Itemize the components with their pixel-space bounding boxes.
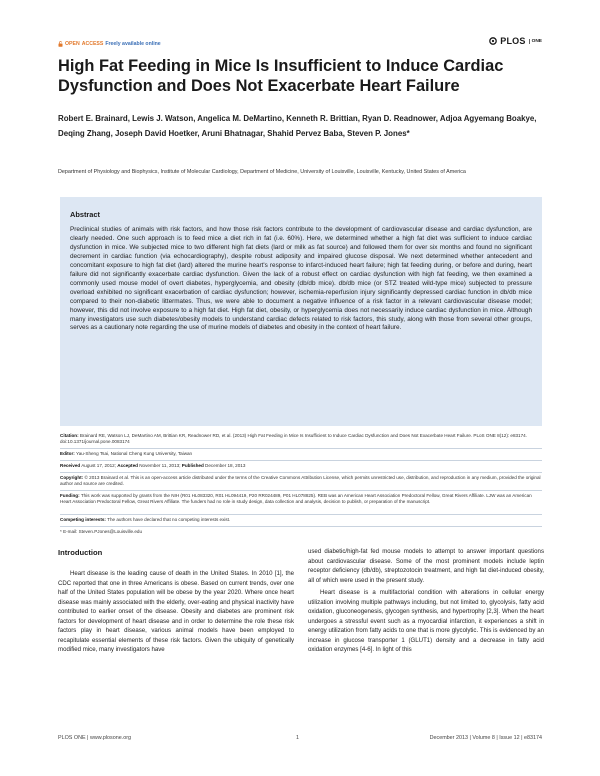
meta-divider bbox=[60, 514, 542, 515]
published-label: Published bbox=[181, 463, 204, 468]
abstract-heading: Abstract bbox=[70, 210, 100, 219]
copyright-text: © 2013 Brainard et al. This is an open-access article distributed under the terms of the Creative Commons Attribution License, which permits unrestricted use, distribution, and reproduction in any medium, provided the original author and source are credited. bbox=[60, 475, 541, 487]
citation bbox=[60, 433, 542, 446]
citation-label: Citation: bbox=[60, 433, 79, 438]
accepted-date: November 11, 2013; bbox=[139, 463, 181, 468]
copyright bbox=[60, 475, 542, 488]
editor-label: Editor: bbox=[60, 451, 75, 456]
meta-divider bbox=[60, 490, 542, 491]
footer-journal: PLOS ONE | www.plosone.org bbox=[58, 735, 132, 741]
citation-text: Brainard RE, Watson LJ, DeMartino AM, Brittian KR, Readnower RD, et al. (2013) High Fat Feeding in Mice Is Insufficient to Induce Cardiac Dysfunction and Does Not Exacerbate Heart Failure. PLoS ONE 8(12): e83174. doi:10.1371/journal.pone.0083174 bbox=[60, 433, 528, 445]
access-label: ACCESS bbox=[81, 41, 104, 47]
competing-label: Competing interests: bbox=[60, 517, 106, 522]
journal-logo-sub: ONE bbox=[529, 39, 542, 44]
competing-text: The authors have declared that no competing interests exist. bbox=[107, 517, 231, 522]
footer-page-number: 1 bbox=[296, 735, 299, 741]
received-label: Received bbox=[60, 463, 81, 468]
meta-divider bbox=[60, 472, 542, 473]
received-date: August 17, 2012; bbox=[81, 463, 116, 468]
author-list: Robert E. Brainard, Lewis J. Watson, Angelica M. DeMartino, Kenneth R. Brittian, Ryan D. Readnower, Adjoa Agyemang Boakye, Deqing Zhang, Joseph David Hoetker, Aruni Bhatnagar, Shahid Pervez Baba, Steven P. Jones* bbox=[58, 114, 537, 138]
published-date: December 18, 2013 bbox=[205, 463, 246, 468]
meta-divider bbox=[60, 448, 542, 449]
funding-text: This work was supported by grants from the NIH (R01 HL083320, R01 HL094419, P20 RR024489, P01 HL078825). REB was an American Heart Association Predoctoral Fellow, Great Rivers Affiliate. LJW was an American Heart Association Predoctoral Fellow, Great Rivers Affiliate. The funders had no role in study design, data collection and analysis, decision to publish, or preparation of the manuscript. bbox=[60, 493, 532, 505]
affiliation: Department of Physiology and Biophysics, Institute of Molecular Cardiology, Department of Medicine, University of Louisville, Louisville, Kentucky, United States of America bbox=[58, 169, 466, 175]
abstract-box bbox=[60, 197, 542, 426]
journal-logo bbox=[489, 36, 542, 46]
plos-mark-icon bbox=[489, 37, 497, 45]
freely-available-label: Freely available online bbox=[105, 41, 161, 47]
meta-divider bbox=[60, 460, 542, 461]
intro-paragraph: Heart disease is a multifactorial condition with alterations in cellular energy utilization involving multiple pathways including, but not limited to, glycolysis, fatty acid oxidation, gluconeogenesis, glycogen synthesis, and hypertrophy [2,3]. When the heart undergoes a stressful event such as a myocardial infarction, it experiences a shift in energy utilization from fatty acids to one that is more glycolytic. This is evidenced by an increase in glucose transporter 1 (GLUT1) density and a decrease in fatty acid oxidation enzymes [4-6]. In light of this bbox=[308, 589, 544, 653]
meta-divider bbox=[60, 526, 542, 527]
accepted-label: Accepted bbox=[117, 463, 138, 468]
editor-text: Yau-Sheng Tsai, National Cheng Kung University, Taiwan bbox=[76, 451, 193, 456]
funding bbox=[60, 493, 542, 506]
editor bbox=[60, 451, 542, 457]
intro-column-left bbox=[58, 548, 294, 655]
intro-paragraph: used diabetic/high-fat fed mouse models to attempt to answer important questions about cardiovascular disease. Some of the most prominent models include leptin receptor deficiency (db/db), streptozotocin treatment, and high fat diet-induced obesity, all of which were used in the present study. bbox=[308, 548, 544, 584]
journal-logo-name: PLOS bbox=[500, 36, 526, 46]
intro-column-right bbox=[308, 547, 544, 655]
intro-paragraph: Heart disease is the leading cause of death in the United States. In 2010 [1], the CDC reported that one in three Americans is obese. Based on current trends, over one half of the United States population will be obese by the year 2020. Where once heart disease was mainly associated with the elderly, over-eating and physical inactivity have contributed to earlier onset of the disease. Obesity and diabetes are prominent risk factors for development of heart disease and in order to determine the role these risk factors play in heart disease, various animal models have been employed to recapitulate essential elements of these risk factors. Given the ubiquity of genetically modified mice, many investigators have bbox=[58, 570, 294, 653]
competing-interests bbox=[60, 517, 542, 523]
copyright-label: Copyright: bbox=[60, 475, 84, 480]
corresponding-email: * E-mail: Steven.PJones@Louisville.edu bbox=[60, 529, 143, 534]
paper-title: High Fat Feeding in Mice Is Insufficient to Induce Cardiac Dysfunction and Does Not Exacerbate Heart Failure bbox=[58, 57, 504, 95]
intro-heading: Introduction bbox=[58, 548, 103, 557]
footer-issue: December 2013 | Volume 8 | Issue 12 | e83174 bbox=[429, 735, 542, 741]
dates bbox=[60, 463, 542, 469]
open-label: OPEN bbox=[65, 41, 80, 47]
abstract-text: Preclinical studies of animals with risk factors, and how those risk factors contribute to the development of cardiovascular disease and cardiac dysfunction, are clearly needed. One such approach is to feed mice a diet rich in fat (i.e. 60%). Here, we determined whether a high fat diet was sufficient to induce cardiac dysfunction in mice. We subjected mice to two different high fat diets (lard or milk as fat source) and followed them for over six months and found no significant decrement in cardiac function (via echocardiography), despite robust adiposity and impaired glucose disposal. We next determined whether antecedent and concomitant exposure to high fat diet (lard) altered the murine heart's response to infarct-induced heart failure; high fat feeding during, or before and during, heart failure did not significantly exacerbate cardiac dysfunction. Given the lack of a robust effect on cardiac dysfunction with high fat feeding, we then examined a commonly used mouse model of overt diabetes, hyperglycemia, and obesity (db/db mice). db/db mice (or STZ treated wild-type mice) subjected to pressure overload exhibited no significant exacerbation of cardiac dysfunction; however, ischemia-reperfusion injury significantly depressed cardiac function in db/db mice compared to their non-diabetic littermates. Thus, we were able to document a negative influence of a risk factor in a relevant cardiovascular disease model; however, this did not involve exposure to a high fat diet. High fat diet, obesity, or hyperglycemia does not necessarily induce cardiac dysfunction in mice. Although many investigators use such diabetes/obesity models to understand cardiac defects related to risk factors, this study, along with those from several other groups, serves as a cautionary note regarding the use of murine models of diabetes and obesity in the context of heart failure. bbox=[70, 226, 532, 332]
funding-label: Funding: bbox=[60, 493, 80, 498]
open-lock-icon bbox=[58, 41, 63, 47]
open-access-badge bbox=[58, 41, 161, 47]
